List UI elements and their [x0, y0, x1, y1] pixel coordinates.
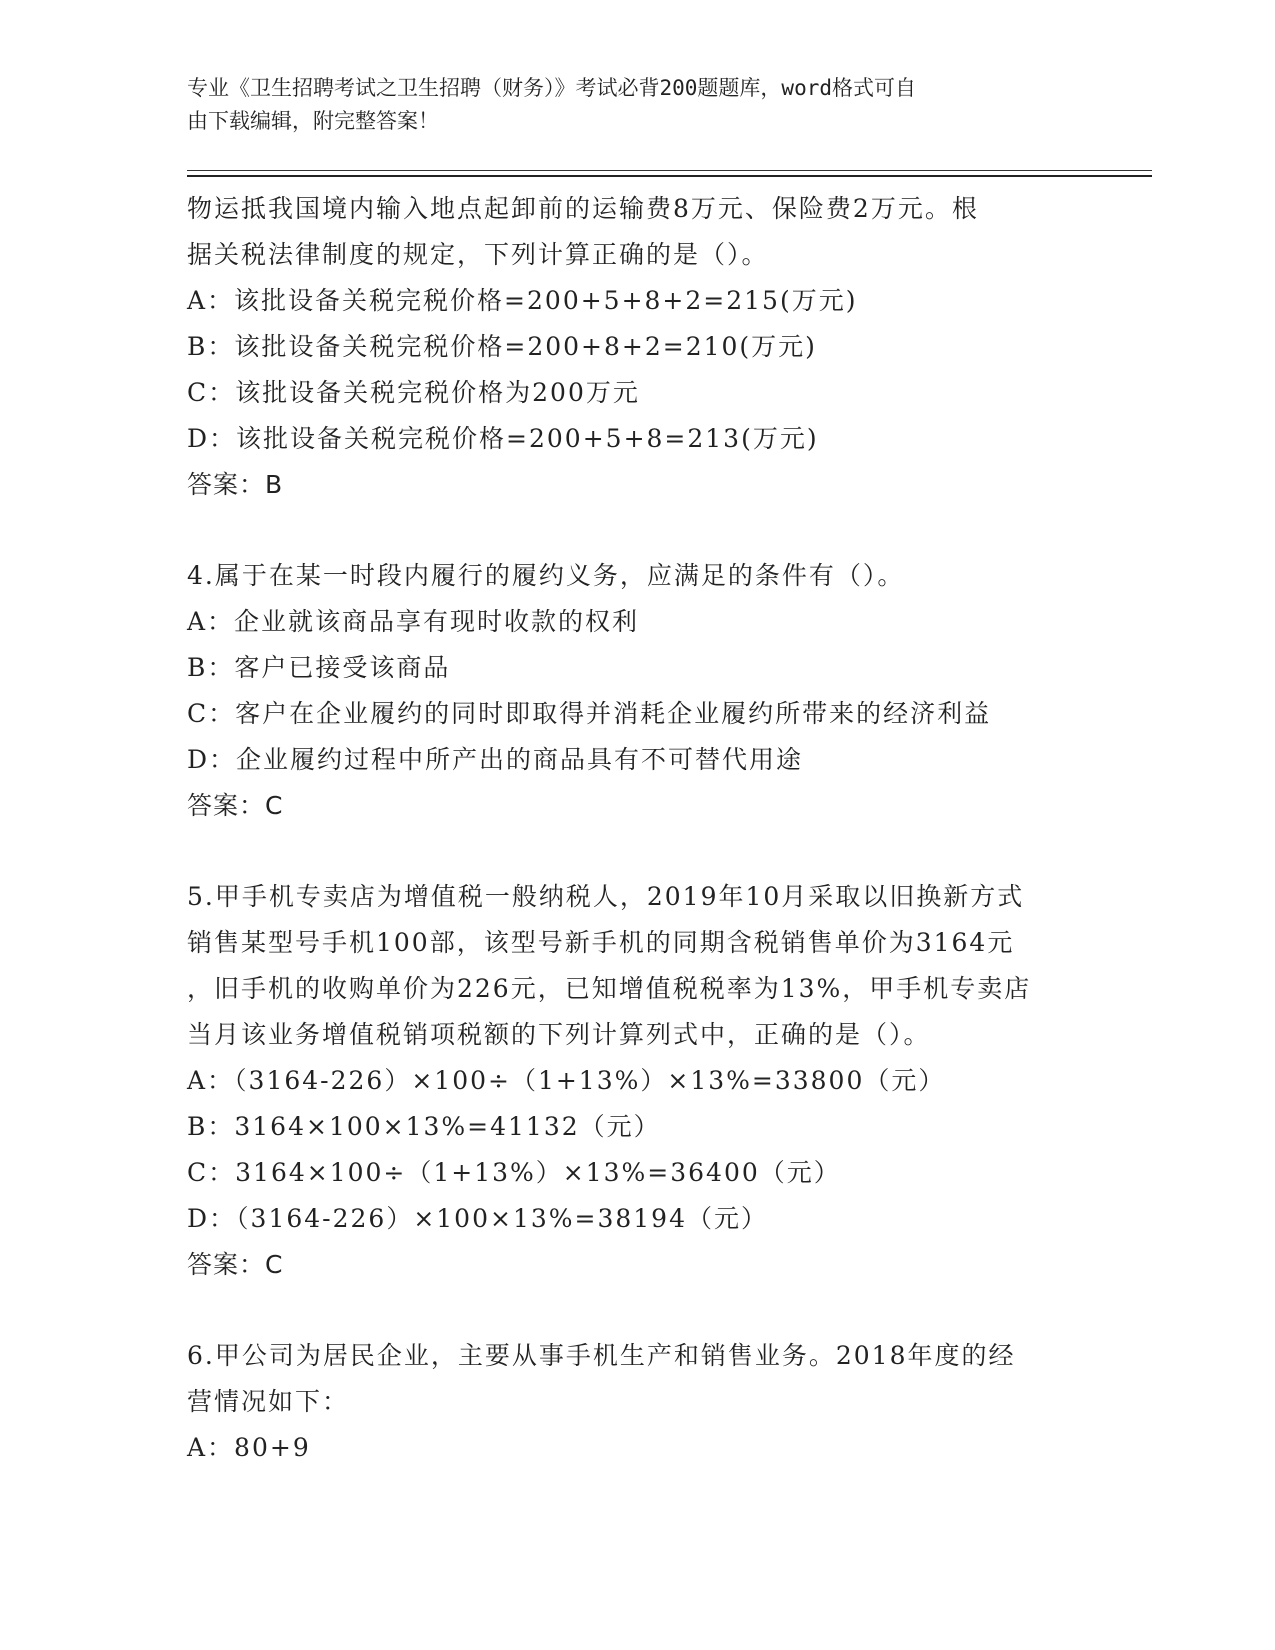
question-5-text-line-1: 5.甲手机专卖店为增值税一般纳税人，2019年10月采取以旧换新方式 — [187, 882, 1025, 911]
question-5-text-line-2: 销售某型号手机100部，该型号新手机的同期含税销售单价为3164元 — [187, 928, 1015, 957]
question-3-option-c: C：该批设备关税完税价格为200万元 — [187, 378, 640, 407]
question-4-option-c: C：客户在企业履约的同时即取得并消耗企业履约所带来的经济利益 — [187, 699, 992, 728]
question-6-option-a: A：80+9 — [187, 1433, 311, 1462]
question-5-option-d: D：（3164-226）×100×13%=38194（元） — [187, 1204, 768, 1233]
question-3-answer: 答案：B — [187, 470, 284, 499]
question-4 — [187, 553, 1087, 829]
question-3-option-a: A：该批设备关税完税价格=200+5+8+2=215(万元) — [187, 286, 858, 315]
header-divider-thick — [187, 175, 1152, 177]
question-6 — [187, 1333, 1087, 1471]
header-line-1: 专业《卫生招聘考试之卫生招聘（财务）》考试必背200题题库，word格式可自 — [187, 76, 916, 100]
question-4-option-d: D：企业履约过程中所产出的商品具有不可替代用途 — [187, 745, 804, 774]
question-3-option-b: B：该批设备关税完税价格=200+8+2=210(万元) — [187, 332, 817, 361]
header-line-2: 由下载编辑，附完整答案！ — [187, 109, 439, 133]
question-list — [187, 186, 1087, 1471]
question-6-text-line-1: 6.甲公司为居民企业，主要从事手机生产和销售业务。2018年度的经 — [187, 1341, 1016, 1370]
question-3-text-line-1: 物运抵我国境内输入地点起卸前的运输费8万元、保险费2万元。根 — [187, 194, 979, 223]
question-5 — [187, 874, 1087, 1288]
question-4-text-line-1: 4.属于在某一时段内履行的履约义务，应满足的条件有（）。 — [187, 561, 905, 590]
question-5-option-a: A：（3164-226）×100÷（1+13%）×13%=33800（元） — [187, 1066, 946, 1095]
question-4-answer: 答案：C — [187, 791, 284, 820]
header-divider-thin — [187, 170, 1152, 171]
question-3-text-line-2: 据关税法律制度的规定，下列计算正确的是（）。 — [187, 240, 769, 269]
document-header — [187, 72, 1067, 138]
question-6-text-line-2: 营情况如下： — [187, 1387, 350, 1416]
question-5-text-line-3: ，旧手机的收购单价为226元，已知增值税税率为13%，甲手机专卖店 — [187, 974, 1032, 1003]
question-4-option-b: B：客户已接受该商品 — [187, 653, 451, 682]
question-5-option-c: C：3164×100÷（1+13%）×13%=36400（元） — [187, 1158, 841, 1187]
question-5-text-line-4: 当月该业务增值税销项税额的下列计算列式中，正确的是（）。 — [187, 1020, 931, 1049]
question-3-option-d: D：该批设备关税完税价格=200+5+8=213(万元) — [187, 424, 819, 453]
question-5-answer: 答案：C — [187, 1250, 284, 1279]
question-3 — [187, 186, 1087, 508]
question-gap — [187, 508, 1087, 553]
question-gap — [187, 829, 1087, 874]
question-gap — [187, 1288, 1087, 1333]
question-4-option-a: A：企业就该商品享有现时收款的权利 — [187, 607, 640, 636]
question-5-option-b: B：3164×100×13%=41132（元） — [187, 1112, 661, 1141]
